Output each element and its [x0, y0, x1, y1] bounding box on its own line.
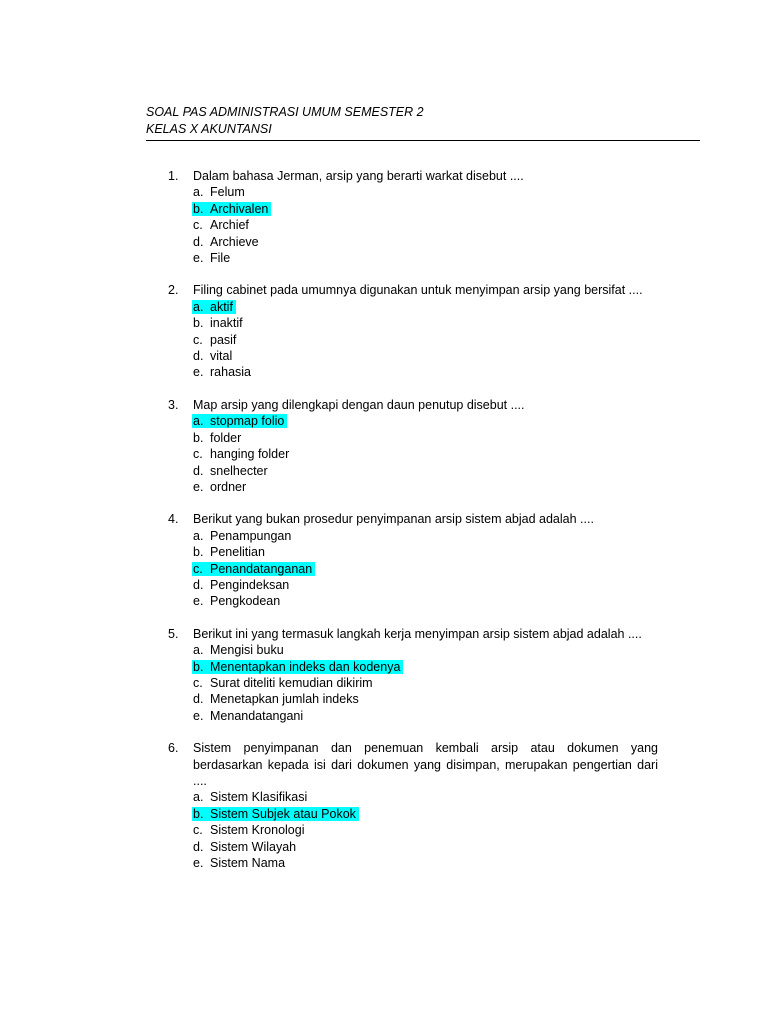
option-text: Penampungan	[210, 528, 292, 543]
option-letter: a.	[193, 185, 204, 200]
option-text: Pengindeksan	[210, 577, 290, 592]
header-title-line-2: KELAS X AKUNTANSI	[146, 122, 272, 136]
option-letter: b.	[193, 430, 204, 445]
answer-option	[193, 364, 658, 380]
option-letter: e.	[193, 251, 204, 266]
option-text: ordner	[210, 479, 247, 494]
option-letter: a.	[193, 643, 204, 658]
answer-option	[193, 708, 658, 724]
option-letter: d.	[193, 577, 204, 592]
option-letter: a.	[193, 528, 204, 543]
option-letter: d.	[193, 463, 204, 478]
option-list	[193, 528, 658, 610]
answer-highlight	[192, 562, 315, 576]
option-letter: b.	[193, 545, 204, 560]
answer-option	[193, 217, 658, 233]
header-divider	[146, 140, 700, 141]
option-text: pasif	[210, 332, 237, 347]
option-letter: d.	[193, 349, 204, 364]
option-text: Archief	[210, 218, 249, 233]
question-text: Dalam bahasa Jerman, arsip yang berarti warkat disebut ....	[193, 169, 524, 183]
option-letter: d.	[193, 234, 204, 249]
answer-option	[193, 315, 658, 331]
option-text: folder	[210, 430, 242, 445]
answer-option	[193, 593, 658, 609]
answer-highlight	[192, 300, 236, 314]
answer-option	[193, 839, 658, 855]
question-item	[168, 397, 658, 495]
option-letter: b.	[193, 316, 204, 331]
answer-option	[193, 479, 658, 495]
answer-option	[193, 250, 658, 266]
answer-option	[193, 544, 658, 560]
option-text: Sistem Wilayah	[210, 839, 297, 854]
option-text: Penelitian	[210, 545, 265, 560]
option-letter: b.	[193, 806, 204, 821]
question-item	[168, 168, 658, 266]
option-text: Sistem Subjek atau Pokok	[210, 806, 356, 821]
option-text: stopmap folio	[210, 414, 285, 429]
answer-option	[193, 577, 658, 593]
option-text: Felum	[210, 185, 245, 200]
option-text: Sistem Nama	[210, 856, 286, 871]
option-letter: d.	[193, 692, 204, 707]
option-letter: e.	[193, 708, 204, 723]
option-letter: d.	[193, 839, 204, 854]
option-text: Penandatanganan	[210, 561, 313, 576]
option-list	[193, 184, 658, 266]
answer-option-highlighted	[193, 659, 658, 675]
question-text: Filing cabinet pada umumnya digunakan untuk menyimpan arsip yang bersifat ....	[193, 283, 643, 298]
answer-option	[193, 463, 658, 479]
option-letter: c.	[193, 823, 203, 838]
option-letter: e.	[193, 856, 204, 871]
option-letter: e.	[193, 365, 204, 380]
question-item	[168, 282, 658, 380]
question-text: Berikut yang bukan prosedur penyimpanan arsip sistem abjad adalah ....	[193, 512, 594, 527]
option-text: Menetapkan jumlah indeks	[210, 692, 359, 707]
question-item	[168, 626, 658, 724]
option-list	[193, 642, 658, 724]
answer-option	[193, 348, 658, 364]
answer-option	[193, 822, 658, 838]
question-number: 5.	[168, 626, 179, 641]
option-letter: a.	[193, 299, 204, 314]
question-number: 4.	[168, 512, 179, 527]
option-text: Surat diteliti kemudian dikirim	[210, 675, 373, 690]
option-list	[193, 789, 658, 871]
option-text: rahasia	[210, 365, 251, 380]
option-letter: a.	[193, 790, 204, 805]
option-letter: b.	[193, 659, 204, 674]
question-list	[168, 168, 658, 887]
option-text: Menentapkan indeks dan kodenya	[210, 659, 401, 674]
option-letter: a.	[193, 414, 204, 429]
answer-highlight	[192, 202, 271, 216]
option-list	[193, 413, 658, 495]
answer-option-highlighted	[193, 806, 658, 822]
answer-option-highlighted	[193, 201, 658, 217]
question-text: Berikut ini yang termasuk langkah kerja menyimpan arsip sistem abjad adalah ....	[193, 626, 642, 641]
document-header	[146, 104, 700, 141]
option-text: Menandatangani	[210, 708, 304, 723]
question-number: 2.	[168, 283, 179, 298]
answer-option-highlighted	[193, 413, 658, 429]
option-list	[193, 299, 658, 381]
option-text: Sistem Kronologi	[210, 823, 305, 838]
option-letter: c.	[193, 447, 203, 462]
answer-option	[193, 789, 658, 805]
option-text: Archivalen	[210, 201, 269, 216]
option-text: Sistem Klasifikasi	[210, 790, 308, 805]
option-letter: c.	[193, 561, 203, 576]
option-letter: c.	[193, 218, 203, 233]
option-text: File	[210, 251, 231, 266]
answer-highlight	[192, 414, 287, 428]
answer-option-highlighted	[193, 299, 658, 315]
answer-option	[193, 642, 658, 658]
option-letter: c.	[193, 675, 203, 690]
option-text: Pengkodean	[210, 594, 281, 609]
answer-option	[193, 184, 658, 200]
option-letter: e.	[193, 594, 204, 609]
option-text: hanging folder	[210, 447, 290, 462]
option-letter: c.	[193, 332, 203, 347]
question-number: 1.	[168, 169, 179, 183]
answer-option	[193, 332, 658, 348]
option-text: aktif	[210, 299, 233, 314]
answer-option	[193, 855, 658, 871]
option-text: Mengisi buku	[210, 643, 284, 658]
option-letter: e.	[193, 479, 204, 494]
question-item	[168, 740, 658, 871]
header-title-line-1: SOAL PAS ADMINISTRASI UMUM SEMESTER 2	[146, 105, 424, 119]
answer-option	[193, 691, 658, 707]
option-text: inaktif	[210, 316, 243, 331]
answer-option	[193, 446, 658, 462]
answer-option-highlighted	[193, 561, 658, 577]
question-number: 3.	[168, 397, 179, 412]
answer-option	[193, 528, 658, 544]
answer-option	[193, 430, 658, 446]
question-text: Sistem penyimpanan dan penemuan kembali arsip atau dokumen yang berdasarkan kepada isi dari dokumen yang disimpan, merupakan pengertian dari ....	[193, 741, 658, 788]
answer-option	[193, 675, 658, 691]
option-text: snelhecter	[210, 463, 268, 478]
option-text: vital	[210, 349, 233, 364]
question-number: 6.	[168, 741, 179, 756]
question-item	[168, 511, 658, 609]
answer-option	[193, 234, 658, 250]
answer-highlight	[192, 660, 403, 674]
option-letter: b.	[193, 201, 204, 216]
question-text: Map arsip yang dilengkapi dengan daun penutup disebut ....	[193, 397, 525, 412]
answer-highlight	[192, 807, 359, 821]
option-text: Archieve	[210, 234, 259, 249]
